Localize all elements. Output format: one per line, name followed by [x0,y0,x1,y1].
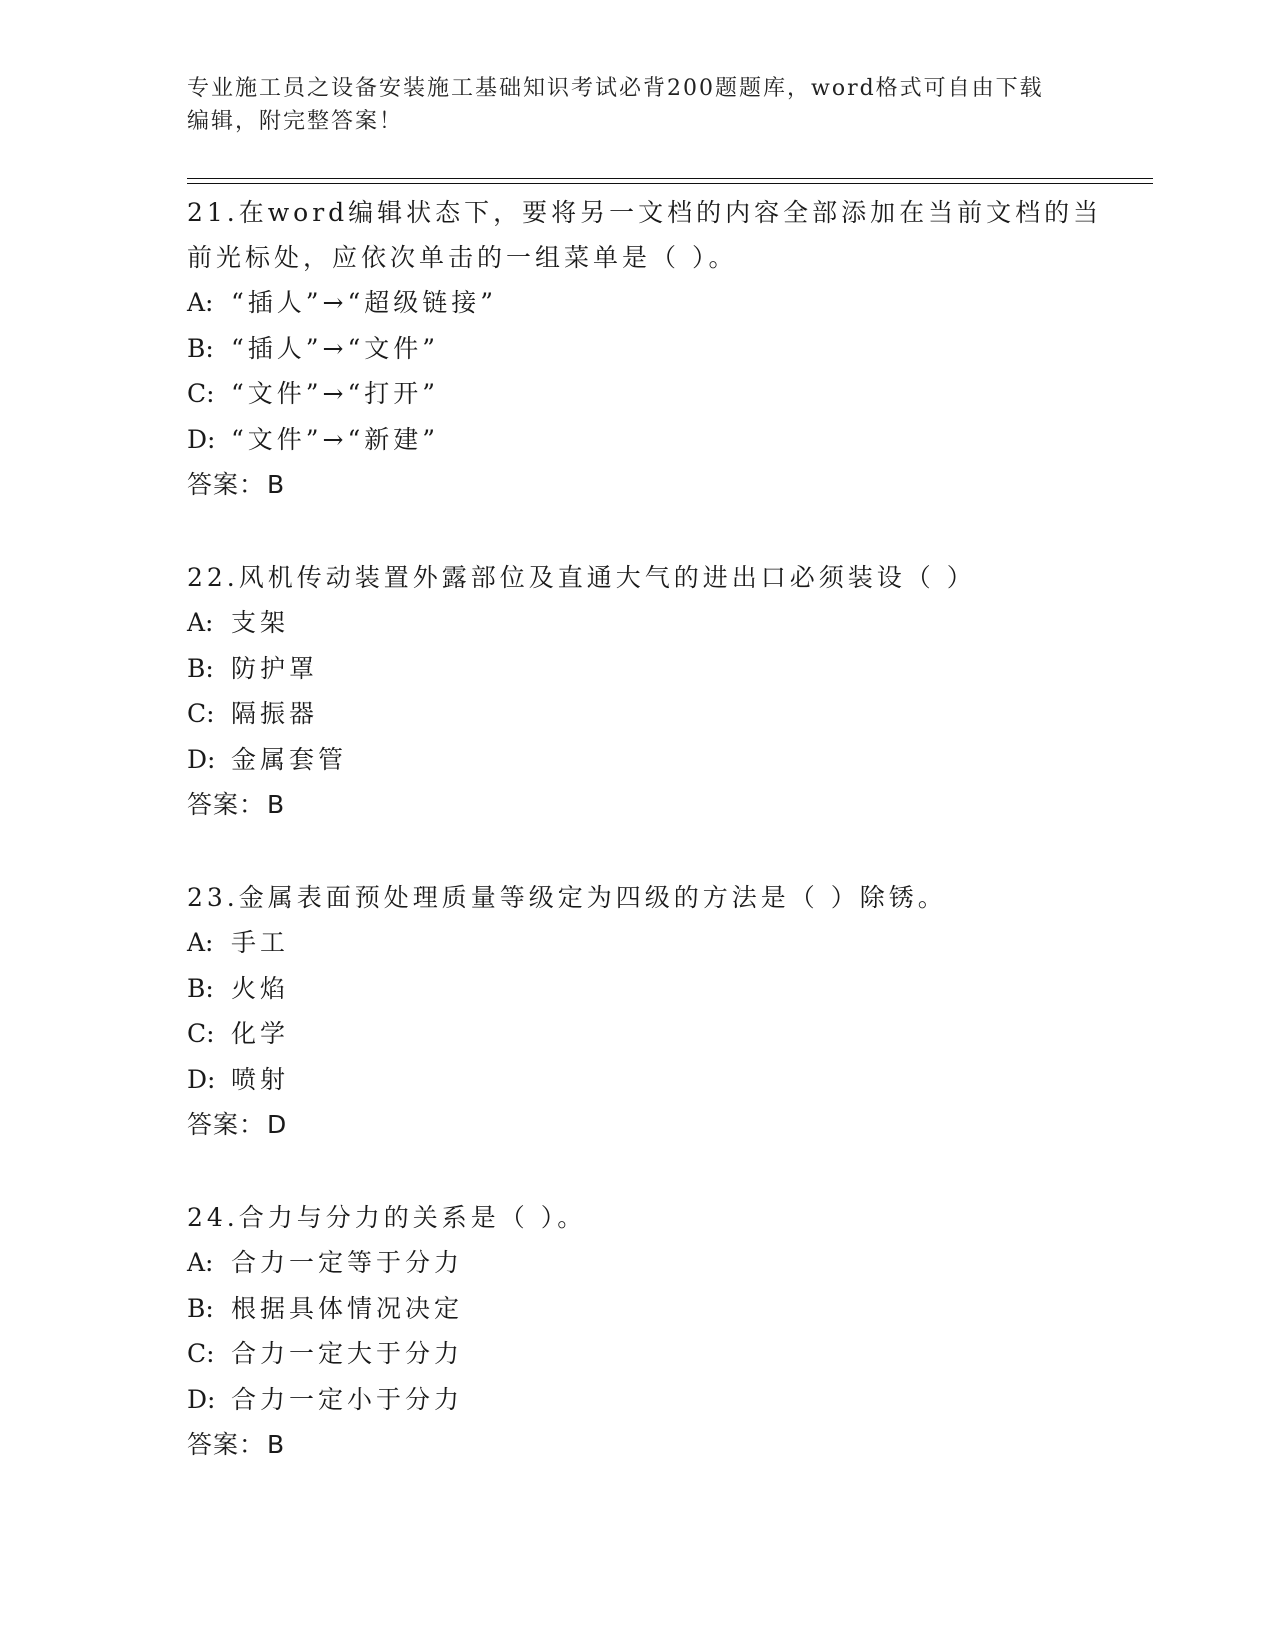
answer-label: 答案： [187,470,266,499]
option-c [187,371,1107,417]
answer-value: B [267,1430,286,1459]
option-text: 喷射 [231,1064,290,1094]
option-letter: A: [187,928,214,957]
option-b [187,966,1107,1012]
option-c [187,691,1107,737]
option-d [187,1057,1107,1103]
question-24 [187,1195,1107,1467]
option-text: 合力一定等于分力 [231,1248,464,1277]
answer-value: B [267,470,286,499]
option-c [187,1331,1107,1377]
option-b [187,1286,1107,1332]
option-text: “文件”→“新建” [231,424,440,454]
option-letter: D: [187,744,216,774]
option-letter: B: [187,333,214,363]
header-rule-bottom [187,183,1153,184]
option-letter: C: [187,379,215,408]
answer-line [187,462,1107,507]
option-text: 合力一定小于分力 [231,1384,464,1414]
question-text: 24.合力与分力的关系是（ ）。 [187,1203,587,1232]
option-text: 金属套管 [231,744,348,774]
option-letter: C: [187,1339,215,1368]
header-rule-top [187,178,1153,179]
option-text: 隔振器 [231,699,319,728]
question-21 [187,190,1107,507]
option-text: 支架 [231,608,290,637]
option-c [187,1011,1107,1057]
option-letter: B: [187,653,214,683]
answer-value: B [267,790,286,819]
option-text: 化学 [231,1019,290,1048]
option-text: “文件”→“打开” [231,379,440,408]
option-d [187,737,1107,783]
option-text: 手工 [231,928,290,957]
option-a [187,920,1107,966]
option-letter: D: [187,1064,216,1094]
question-text: 21.在word编辑状态下，要将另一文档的内容全部添加在当前文档的当前光标处，应依次单击的一组菜单是（ ）。 [187,198,1103,272]
answer-label: 答案： [187,1110,266,1139]
question-list [187,190,1107,1515]
option-b [187,646,1107,692]
answer-line [187,1422,1107,1467]
option-letter: A: [187,608,214,637]
question-22 [187,555,1107,827]
option-text: 合力一定大于分力 [231,1339,464,1368]
answer-label: 答案： [187,1430,266,1459]
answer-value: D [267,1110,288,1139]
option-letter: B: [187,1293,214,1323]
option-a [187,600,1107,646]
option-letter: C: [187,1019,215,1048]
option-letter: C: [187,699,215,728]
answer-line [187,782,1107,827]
option-text: “插人”→“文件” [231,333,440,363]
option-text: 防护罩 [231,653,319,683]
answer-line [187,1102,1107,1147]
answer-label: 答案： [187,790,266,819]
option-letter: D: [187,1384,216,1414]
document-header: 专业施工员之设备安装施工基础知识考试必背200题题库，word格式可自由下载编辑，附完整答案！ [187,76,1044,134]
option-letter: A: [187,1248,214,1277]
option-text: 火焰 [231,973,290,1003]
option-text: 根据具体情况决定 [231,1293,464,1323]
question-text: 23.金属表面预处理质量等级定为四级的方法是（ ）除锈。 [187,883,947,912]
option-text: “插人”→“超级链接” [231,288,498,317]
option-letter: D: [187,424,216,454]
option-d [187,417,1107,463]
option-letter: B: [187,973,214,1003]
option-a [187,280,1107,326]
option-d [187,1377,1107,1423]
option-a [187,1240,1107,1286]
question-23 [187,875,1107,1147]
option-b [187,326,1107,372]
option-letter: A: [187,288,214,317]
question-text: 22.风机传动装置外露部位及直通大气的进出口必须装设（ ） [187,563,976,592]
